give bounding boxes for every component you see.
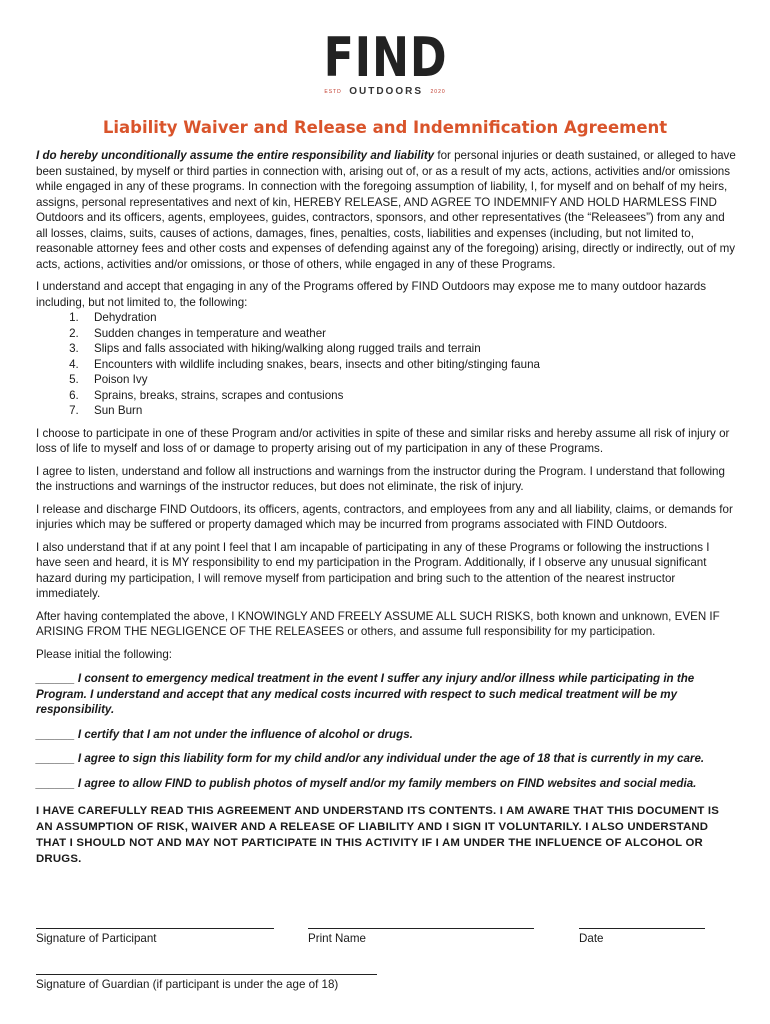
paragraph-responsibility: I also understand that if at any point I feel that I am incapable of participating in any of these Programs or following the instructions I have seen and heard, it is MY responsibility to end my participation in the Program. Additionally, if I observe any unusual significant hazard during my participation, I will remove myself from participation and bring such to the attention of the nearest instructor immediately. bbox=[36, 540, 710, 600]
find-outdoors-logo bbox=[0, 26, 770, 98]
initial-child-care[interactable]: ______ I agree to sign this liability form for my child and/or any individual under the age of 18 that is currently in my care. bbox=[36, 752, 705, 765]
guardian-signature-line[interactable] bbox=[36, 974, 377, 975]
logo-wordmark: FIND bbox=[323, 26, 447, 89]
intro-rest: for personal injuries or death sustained, or alleged to have been sustained, by myself or third parties in connection with, arising out of, or as a result of my acts, actions, activities and/or omissions while engaged in any of these programs. In connection with the foregoing assumption of liability, I, for myself and on behalf of my heirs, assigns, personal representatives and next of kin, HEREBY RELEASE, AND AGREE TO INDEMNIFY AND HOLD HARMLESS FIND Outdoors and its officers, agents, employees, guides, contractors, sponsors, and other representatives (the “Releasees”) from any and all losses, claims, suits, causes of actions, damages, fines, penalties, costs, liabilities and expenses (including, but not limited to, reasonable attorney fees and other costs and expenses of defending against any of the foregoing) arising, directly or indirectly, out of my acts, actions, activities and/or omissions, or those of others, while engaged in any of these Programs. bbox=[36, 149, 736, 271]
paragraph-choose: I choose to participate in one of these Program and/or activities in spite of these and similar risks and hereby assume all risk of injury or loss of life to myself and loss of or damage to property arising out of my participation in any of these Programs. bbox=[36, 426, 730, 455]
paragraph-initial-prompt: Please initial the following: bbox=[36, 647, 172, 661]
intro-bold: I do hereby unconditionally assume the entire responsibility and liability bbox=[36, 149, 435, 162]
document-title: Liability Waiver and Release and Indemnification Agreement bbox=[102, 118, 668, 137]
list-item: 1. Dehydration bbox=[82, 310, 736, 326]
logo-est-left: ESTD bbox=[324, 88, 342, 95]
guardian-signature-label: Signature of Guardian (if participant is under the age of 18) bbox=[36, 978, 339, 991]
risks-intro: I understand and accept that engaging in any of the Programs offered by FIND Outdoors may expose me to many outdoor hazards including, but not limited to, the following: bbox=[36, 280, 707, 309]
list-item: 6. Sprains, breaks, strains, scrapes and contusions bbox=[82, 388, 736, 404]
date-line[interactable] bbox=[579, 928, 705, 929]
print-name-line[interactable] bbox=[308, 928, 534, 929]
document-body bbox=[36, 148, 736, 874]
list-item: 3. Slips and falls associated with hiking/walking along rugged trails and terrain bbox=[82, 341, 736, 357]
paragraph-instructions: I agree to listen, understand and follow all instructions and warnings from the instructor during the Program. I understand that following the instructions and warnings of the instructor reduces, but does not eliminate, the risk of injury. bbox=[36, 464, 725, 493]
participant-signature-label: Signature of Participant bbox=[36, 932, 157, 945]
initial-no-influence[interactable]: ______ I certify that I am not under the influence of alcohol or drugs. bbox=[36, 727, 413, 741]
list-item: 4. Encounters with wildlife including snakes, bears, insects and other biting/stinging fauna bbox=[82, 357, 736, 373]
paragraph-assume-risks: After having contemplated the above, I KNOWINGLY AND FREELY ASSUME ALL SUCH RISKS, both known and unknown, EVEN IF ARISING FROM THE NEGLIGENCE OF THE RELEASEES or others, and assume full responsibility for my participation. bbox=[36, 609, 720, 638]
date-label: Date bbox=[579, 932, 604, 945]
paragraph-release: I release and discharge FIND Outdoors, its officers, agents, contractors, and employees from any and all liability, claims, or demands for injuries which may be suffered or property damaged which may be incurred from programs associated with FIND Outdoors. bbox=[36, 502, 733, 531]
print-name-label: Print Name bbox=[308, 932, 366, 945]
list-item: 2. Sudden changes in temperature and weather bbox=[82, 326, 736, 342]
intro-paragraph bbox=[36, 148, 736, 272]
logo-est-right: 2020 bbox=[430, 88, 446, 95]
risks-list bbox=[36, 310, 736, 419]
list-item: 7. Sun Burn bbox=[82, 403, 736, 419]
acknowledgement-statement: I HAVE CAREFULLY READ THIS AGREEMENT AND UNDERSTAND ITS CONTENTS. I AM AWARE THAT THIS DOCUMENT IS AN ASSUMPTION OF RISK, WAIVER AND A RELEASE OF LIABILITY AND I SIGN IT VOLUNTARILY. I ALSO UNDERSTAND THAT I SHOULD NOT AND MAY NOT PARTICIPATE IN THIS ACTIVITY IF I AM UNDER THE INFLUENCE OF ALCOHOL OR DRUGS. bbox=[36, 805, 720, 865]
participant-signature-line[interactable] bbox=[36, 928, 274, 929]
logo-outdoors: OUTDOORS bbox=[349, 86, 423, 98]
list-item: 5. Poison Ivy bbox=[82, 372, 736, 388]
initial-medical-consent[interactable]: ______ I consent to emergency medical treatment in the event I suffer any injury and/or illness while participating in the Program. I understand and accept that any medical costs incurred with respect to such medical treatment will be my responsibility. bbox=[36, 672, 695, 716]
initial-photo-consent[interactable]: ______ I agree to allow FIND to publish photos of myself and/or my family members on FIND websites and social media. bbox=[36, 776, 697, 790]
